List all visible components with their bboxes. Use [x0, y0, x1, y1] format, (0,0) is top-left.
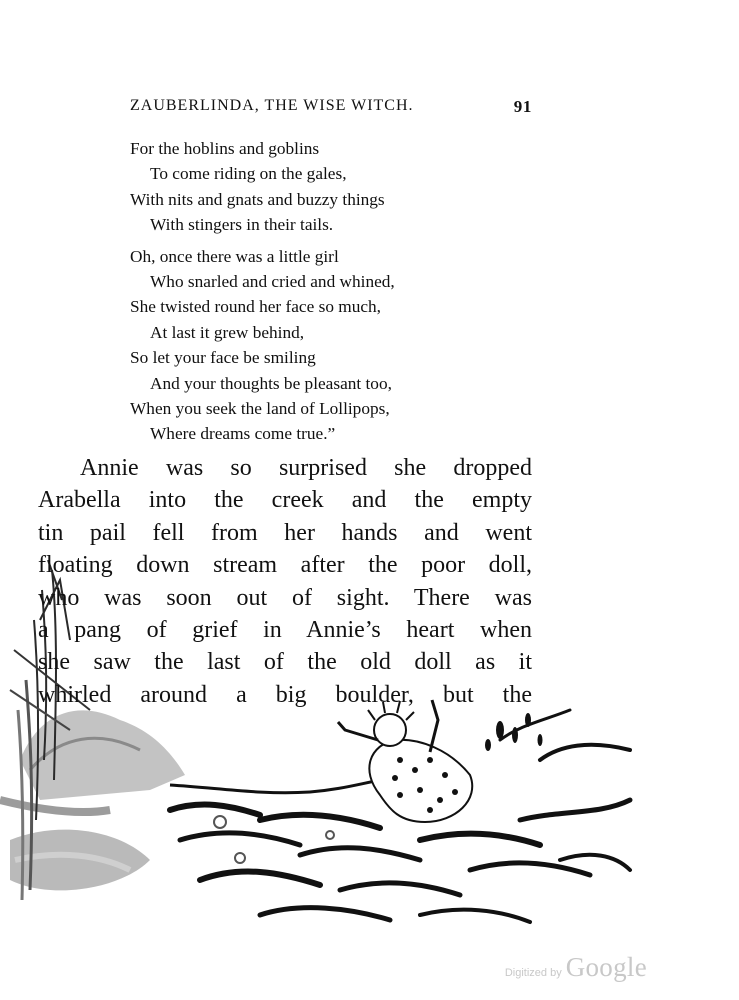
prose-line: whirled around a big boulder, but the [38, 681, 532, 708]
poem-stanza [130, 244, 550, 447]
verse-line: So let your face be smiling [130, 348, 316, 368]
verse-line: Oh, once there was a little girl [130, 246, 339, 266]
digitized-by-text: Digitized by [504, 967, 562, 979]
digitized-watermark [505, 952, 647, 983]
verse-line: To come riding on the gales, [150, 164, 347, 184]
verse-line: She twisted round her face so much, [130, 297, 381, 317]
verse-line: With stingers in their tails. [150, 215, 334, 235]
poem [130, 136, 550, 447]
verse-line: Where dreams come true.” [150, 424, 336, 444]
verse-line: And your thoughts be pleasant too, [150, 373, 392, 393]
prose-paragraph [38, 452, 532, 711]
running-title: ZAUBERLINDA, THE WISE WITCH. [130, 97, 414, 114]
google-logo: Google [565, 952, 647, 982]
prose-line: Annie was so surprised she dropped [80, 455, 532, 481]
prose-line: tin pail fell from her hands and went [38, 519, 532, 546]
verse-line: Who snarled and cried and whined, [150, 272, 395, 292]
boulder-shape [0, 710, 185, 890]
prose-line: a pang of grief in Annie’s heart when [38, 616, 532, 643]
verse-line: For the hoblins and goblins [130, 139, 320, 158]
prose-line: Arabella into the creek and the empty [38, 487, 532, 514]
prose-line: she saw the last of the old doll as it [38, 649, 532, 676]
running-head [130, 97, 532, 121]
verse-line: At last it grew behind, [150, 322, 305, 342]
prose-line: floating down stream after the poor doll, [38, 552, 532, 579]
prose-line: who was soon out of sight. There was [38, 584, 532, 611]
falling-doll [338, 700, 472, 822]
page-number: 91 [513, 97, 532, 116]
verse-line: With nits and gnats and buzzy things [130, 189, 385, 209]
poem-stanza [130, 136, 550, 238]
verse-line: When you seek the land of Lollipops, [130, 399, 390, 419]
splash-droplets [485, 713, 543, 751]
